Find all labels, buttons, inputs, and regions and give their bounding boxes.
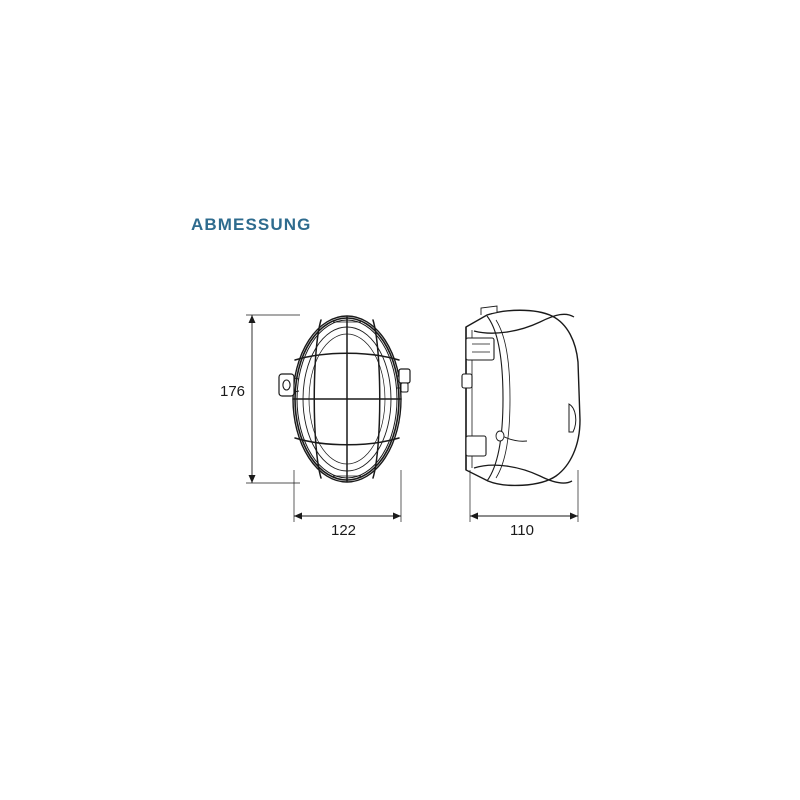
dimension-label-side-width: 110: [510, 522, 534, 539]
side-mount-foot: [466, 436, 486, 456]
side-screw-detail: [496, 431, 504, 441]
side-cable-entry: [462, 374, 472, 388]
dimension-label-height: 176: [220, 383, 246, 400]
page-title: ABMESSUNG: [191, 215, 312, 234]
front-view: [279, 316, 410, 482]
dimension-height: [246, 315, 300, 483]
side-view: [462, 306, 580, 485]
side-hinge-block: [466, 338, 494, 360]
side-body-outline: [466, 310, 580, 485]
dimension-label-front-width: 122: [331, 522, 357, 539]
